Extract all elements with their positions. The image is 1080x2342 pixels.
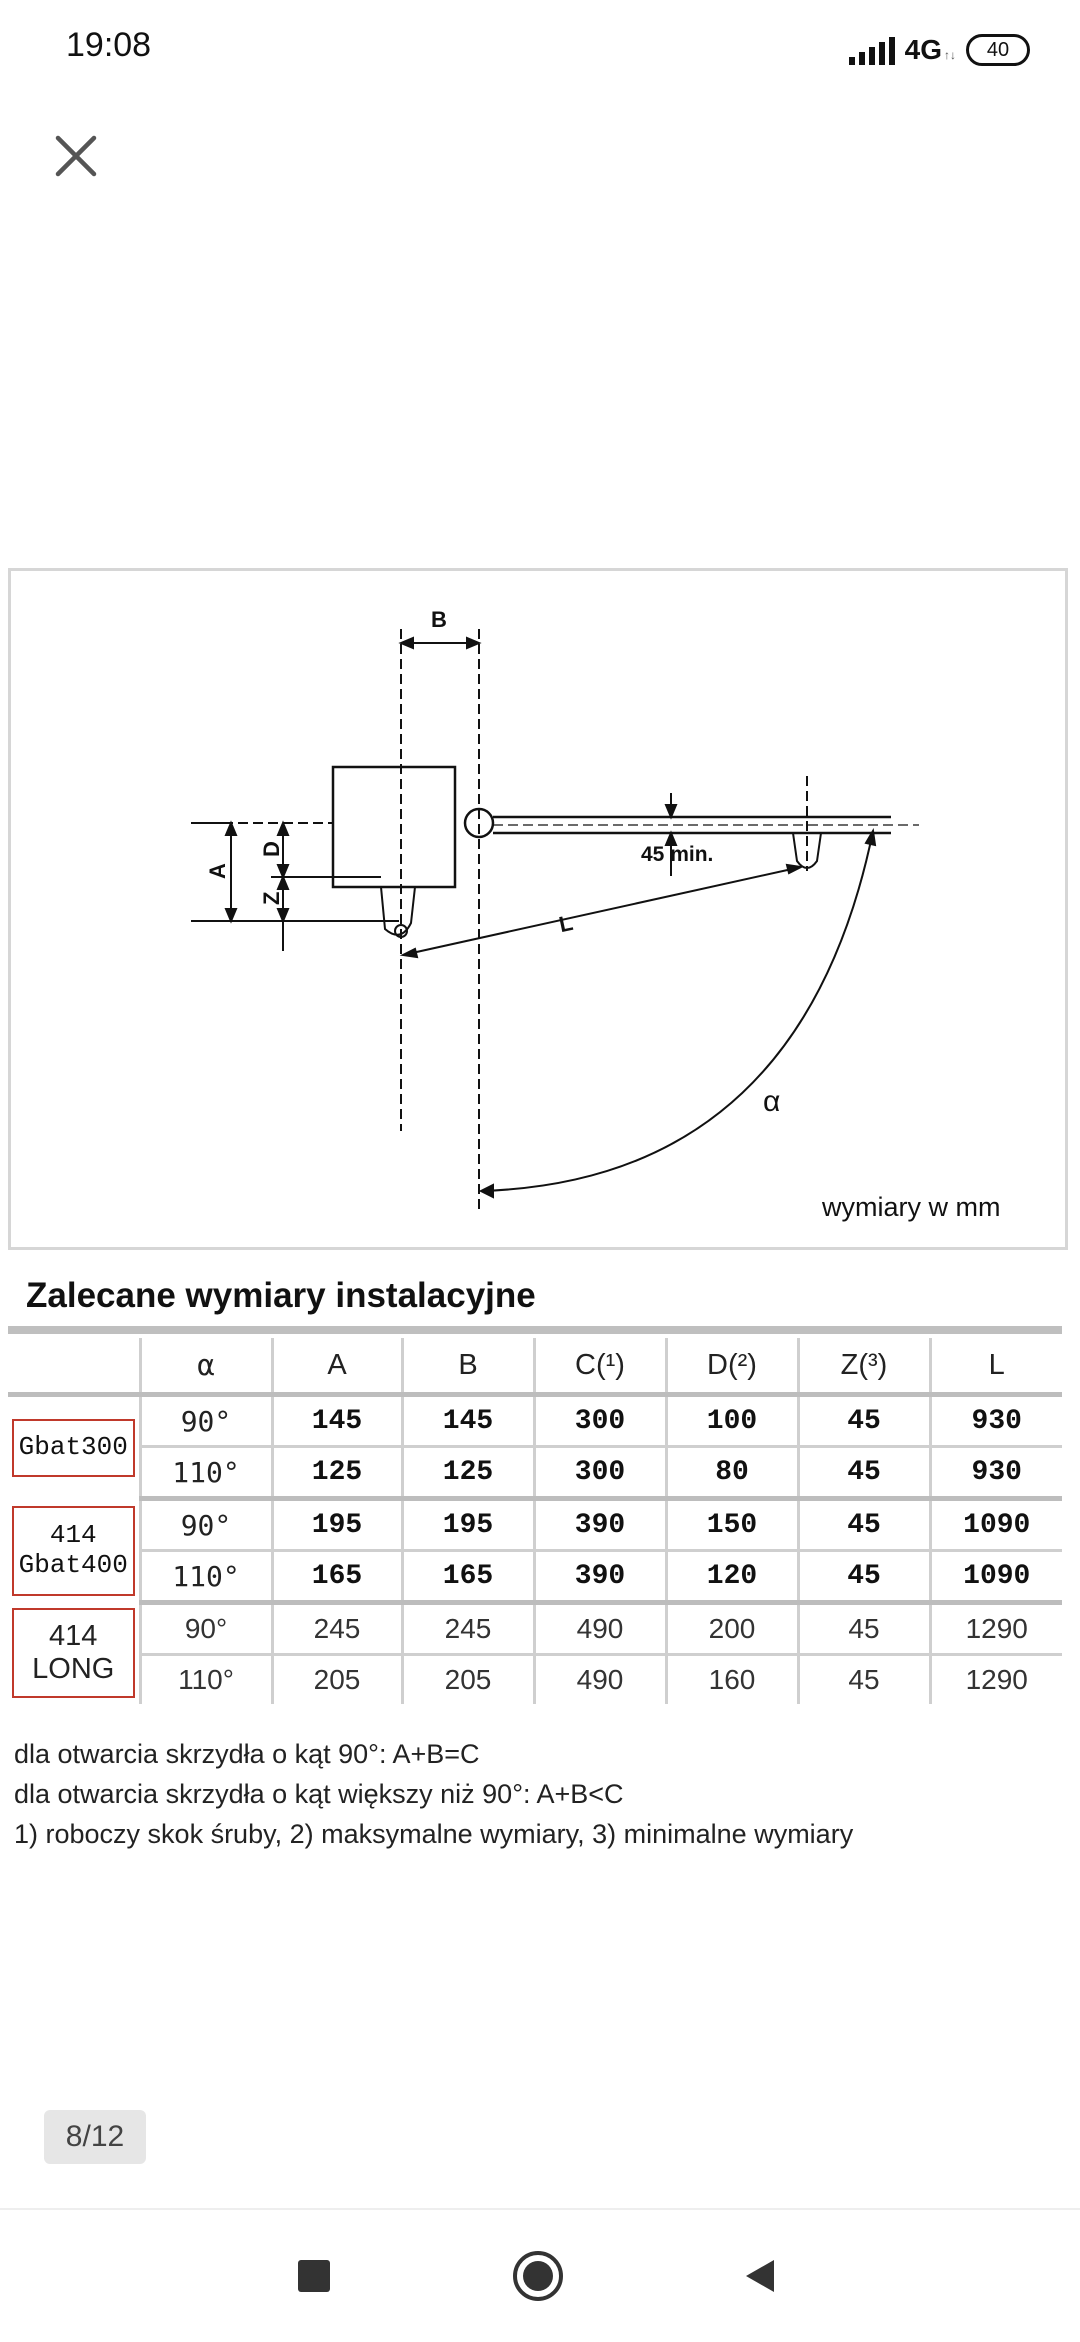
- cell-c: 390: [534, 1551, 666, 1603]
- cell-z: 45: [798, 1499, 930, 1551]
- cell-d: 200: [666, 1603, 798, 1655]
- status-time: 19:08: [66, 26, 152, 64]
- close-icon: [44, 124, 108, 188]
- header-model: [8, 1338, 140, 1395]
- table-row: [8, 1395, 1062, 1447]
- table-row: [8, 1499, 1062, 1551]
- label-z: Z: [259, 891, 284, 905]
- cell-c: 390: [534, 1499, 666, 1551]
- square-icon: [294, 2256, 334, 2296]
- network-type: 4G: [904, 34, 942, 65]
- cell-alpha: 110°: [140, 1655, 272, 1705]
- page-counter: 8/12: [44, 2110, 146, 2164]
- cell-d: 80: [666, 1447, 798, 1499]
- cell-z: 45: [798, 1655, 930, 1705]
- installation-diagram: [8, 568, 1068, 1250]
- cell-alpha: 110°: [140, 1447, 272, 1499]
- cell-z: 45: [798, 1447, 930, 1499]
- note-line: dla otwarcia skrzydła o kąt większy niż 90°: A+B<C: [14, 1779, 624, 1809]
- battery-level: 40: [986, 38, 1010, 61]
- signal-icon: [849, 35, 895, 65]
- cell-b: 145: [402, 1395, 534, 1447]
- table-row: [8, 1551, 1062, 1603]
- model-cell: [8, 1395, 140, 1499]
- battery-icon: [966, 34, 1030, 66]
- close-button[interactable]: [44, 124, 108, 188]
- model-label-414-gbat400: [12, 1506, 135, 1596]
- label-b: B: [431, 607, 447, 632]
- cell-b: 125: [402, 1447, 534, 1499]
- notes: [14, 1734, 853, 1854]
- cell-d: 100: [666, 1395, 798, 1447]
- table-title: Zalecane wymiary instalacyjne: [26, 1276, 536, 1315]
- home-button[interactable]: [478, 2210, 598, 2342]
- cell-d: 160: [666, 1655, 798, 1705]
- cell-z: 45: [798, 1395, 930, 1447]
- dimensions-table: [8, 1338, 1062, 1704]
- header-b: B: [402, 1338, 534, 1395]
- table-row: [8, 1603, 1062, 1655]
- back-button[interactable]: [700, 2210, 820, 2342]
- header-alpha: α: [140, 1338, 272, 1395]
- model-label-414-long: [12, 1608, 135, 1698]
- cell-d: 120: [666, 1551, 798, 1603]
- header-d: D(²): [666, 1338, 798, 1395]
- triangle-back-icon: [740, 2256, 780, 2296]
- cell-a: 195: [272, 1499, 402, 1551]
- cell-alpha: 90°: [140, 1499, 272, 1551]
- model-name: Gbat300: [18, 1431, 128, 1462]
- units-label: wymiary w mm: [822, 1192, 1001, 1222]
- circle-icon: [510, 2248, 566, 2304]
- model-name-line1: 414: [49, 1519, 97, 1550]
- diagram-svg: [11, 571, 1065, 1247]
- cell-a: 125: [272, 1447, 402, 1499]
- header-c: C(¹): [534, 1338, 666, 1395]
- label-d: D: [259, 841, 284, 857]
- recents-button[interactable]: [254, 2210, 374, 2342]
- cell-l: 1090: [930, 1499, 1062, 1551]
- cell-b: 205: [402, 1655, 534, 1705]
- network-activity-icon: ↑↓: [944, 48, 956, 62]
- cell-a: 245: [272, 1603, 402, 1655]
- header-a: A: [272, 1338, 402, 1395]
- cell-a: 205: [272, 1655, 402, 1705]
- cell-alpha: 90°: [140, 1603, 272, 1655]
- model-name-line2: Gbat400: [18, 1549, 128, 1580]
- cell-b: 165: [402, 1551, 534, 1603]
- note-line: dla otwarcia skrzydła o kąt 90°: A+B=C: [14, 1739, 480, 1769]
- model-cell: [8, 1603, 140, 1705]
- cell-a: 145: [272, 1395, 402, 1447]
- cell-c: 490: [534, 1603, 666, 1655]
- cell-alpha: 110°: [140, 1551, 272, 1603]
- cell-c: 300: [534, 1395, 666, 1447]
- cell-z: 45: [798, 1603, 930, 1655]
- cell-l: 930: [930, 1447, 1062, 1499]
- table-row: [8, 1655, 1062, 1705]
- label-alpha: α: [763, 1085, 781, 1118]
- cell-alpha: 90°: [140, 1395, 272, 1447]
- navigation-bar: [0, 2208, 1080, 2342]
- label-a: A: [205, 863, 230, 879]
- cell-d: 150: [666, 1499, 798, 1551]
- model-name-line1: 414: [49, 1619, 98, 1652]
- table-header-bar: [8, 1326, 1062, 1334]
- cell-c: 490: [534, 1655, 666, 1705]
- cell-l: 1090: [930, 1551, 1062, 1603]
- status-icons: [849, 30, 1030, 70]
- model-name-line2: LONG: [32, 1653, 115, 1686]
- cell-a: 165: [272, 1551, 402, 1603]
- cell-b: 245: [402, 1603, 534, 1655]
- label-45-min: 45 min.: [641, 843, 714, 866]
- table-header-row: [8, 1338, 1062, 1395]
- cell-l: 1290: [930, 1655, 1062, 1705]
- status-bar: [0, 0, 1080, 100]
- cell-l: 1290: [930, 1603, 1062, 1655]
- header-l: L: [930, 1338, 1062, 1395]
- cell-l: 930: [930, 1395, 1062, 1447]
- cell-z: 45: [798, 1551, 930, 1603]
- label-l: L: [556, 909, 576, 938]
- model-cell: [8, 1499, 140, 1603]
- header-z: Z(³): [798, 1338, 930, 1395]
- cell-b: 195: [402, 1499, 534, 1551]
- note-line: 1) roboczy skok śruby, 2) maksymalne wymiary, 3) minimalne wymiary: [14, 1819, 854, 1849]
- table-row: [8, 1447, 1062, 1499]
- cell-c: 300: [534, 1447, 666, 1499]
- model-label-gbat300: [12, 1419, 135, 1477]
